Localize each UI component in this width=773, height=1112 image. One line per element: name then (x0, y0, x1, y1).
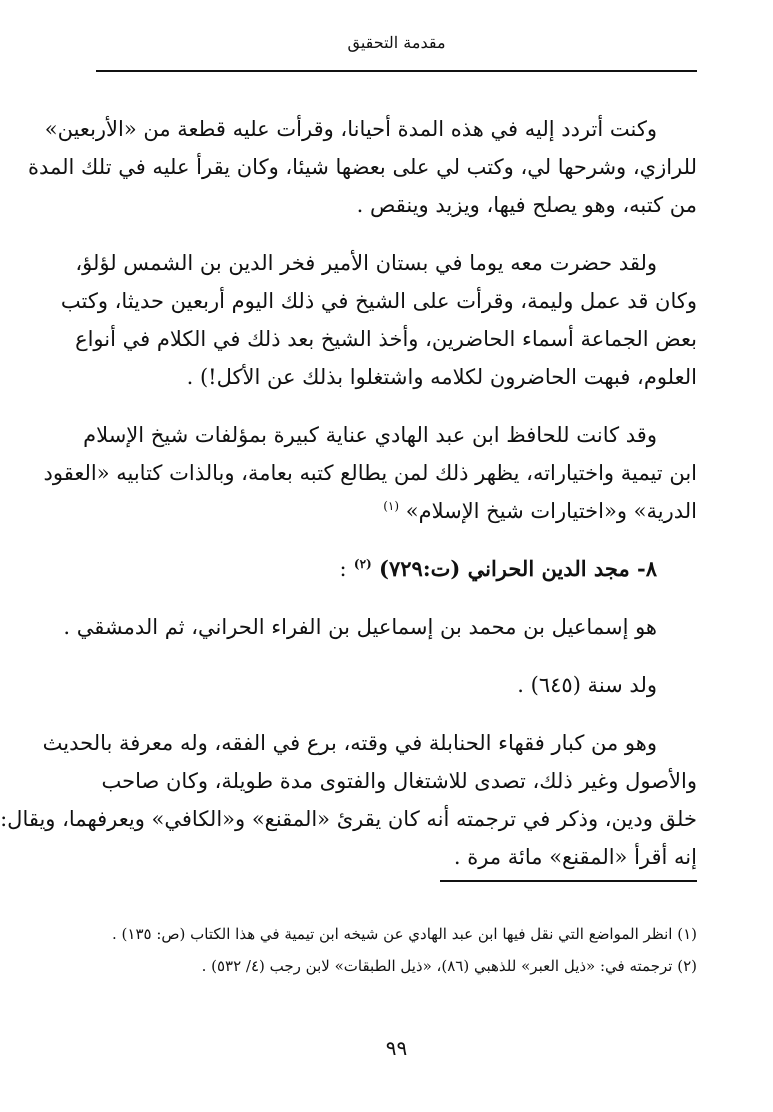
paragraph-2 (60, 244, 697, 396)
text-line: بعض الجماعة أسماء الحاضرين، وأخذ الشيخ بعد ذلك في الكلام في أنواع (75, 327, 697, 351)
section-heading-colon: : (339, 557, 347, 581)
footnote-2: (٢) ترجمته في: «ذيل العبر» للذهبي (٨٦)، «ذيل الطبقات» لابن رجب (٤/ ٥٣٢) . (201, 957, 697, 975)
bio-line-1 (63, 608, 697, 646)
text-line: هو إسماعيل بن محمد بن إسماعيل بن الفراء الحراني، ثم الدمشقي . (63, 615, 657, 639)
footnote-1: (١) انظر المواضع التي نقل فيها ابن عبد الهادي عن شيخه ابن تيمية في هذا الكتاب (ص: ١٣٥) . (112, 925, 697, 943)
text-line: ابن تيمية واختياراته، يظهر ذلك لمن يطالع كتبه بعامة، وبالذات كتابيه «العقود (43, 461, 697, 485)
text-line: خلق ودين، وذكر في ترجمته أنه كان يقرئ «المقنع» و«الكافي» ويعرفهما، ويقال: (0, 807, 697, 831)
text-line: ولد سنة (٦٤٥) . (517, 673, 657, 697)
footnote-ref-1[interactable]: (١) (383, 499, 400, 513)
text-line: ولقد حضرت معه يوما في بستان الأمير فخر الدين بن الشمس لؤلؤ، (75, 251, 657, 275)
text-line: والأصول وغير ذلك، تصدى للاشتغال والفتوى مدة طويلة، وكان صاحب (101, 769, 697, 793)
text-line: وقد كانت للحافظ ابن عبد الهادي عناية كبيرة بمؤلفات شيخ الإسلام (83, 423, 657, 447)
section-heading-text: ٨- مجد الدين الحراني (ت:٧٢٩) (379, 556, 657, 581)
paragraph-3 (43, 416, 697, 530)
text-line: وكنت أتردد إليه في هذه المدة أحيانا، وقرأت عليه قطعة من «الأربعين» (44, 117, 657, 141)
bio-line-2 (96, 666, 697, 704)
running-header: مقدمة التحقيق (347, 33, 446, 52)
paragraph-1 (27, 110, 697, 224)
text-line (96, 492, 697, 530)
text-line: وهو من كبار فقهاء الحنابلة في وقته، برع في الفقه، وله معرفة بالحديث (42, 731, 657, 755)
page-number: ٩٩ (385, 1036, 408, 1060)
header-rule (96, 70, 697, 72)
footnote-rule (440, 880, 697, 882)
text-line: من كتبه، وهو يصلح فيها، ويزيد وينقص . (356, 193, 697, 217)
text-line: للرازي، وشرحها لي، وكتب لي على بعضها شيئا، وكان يقرأ عليه في تلك المدة (27, 155, 697, 179)
text-line: وكان قد عمل وليمة، وقرأت على الشيخ في ذلك اليوم أربعين حديثا، وكتب (60, 289, 697, 313)
text-line: إنه أقرأ «المقنع» مائة مرة . (453, 845, 697, 869)
paragraph-4 (0, 724, 697, 876)
text-line-content: الدرية» و«اختيارات شيخ الإسلام» (405, 499, 697, 523)
text-line: العلوم، فبهت الحاضرون لكلامه واشتغلوا بذلك عن الأكل!) . (186, 365, 697, 389)
body-text (0, 110, 697, 896)
footnote-ref-2[interactable]: (٢) (353, 557, 372, 571)
footnotes (96, 918, 697, 982)
section-heading (96, 550, 697, 588)
